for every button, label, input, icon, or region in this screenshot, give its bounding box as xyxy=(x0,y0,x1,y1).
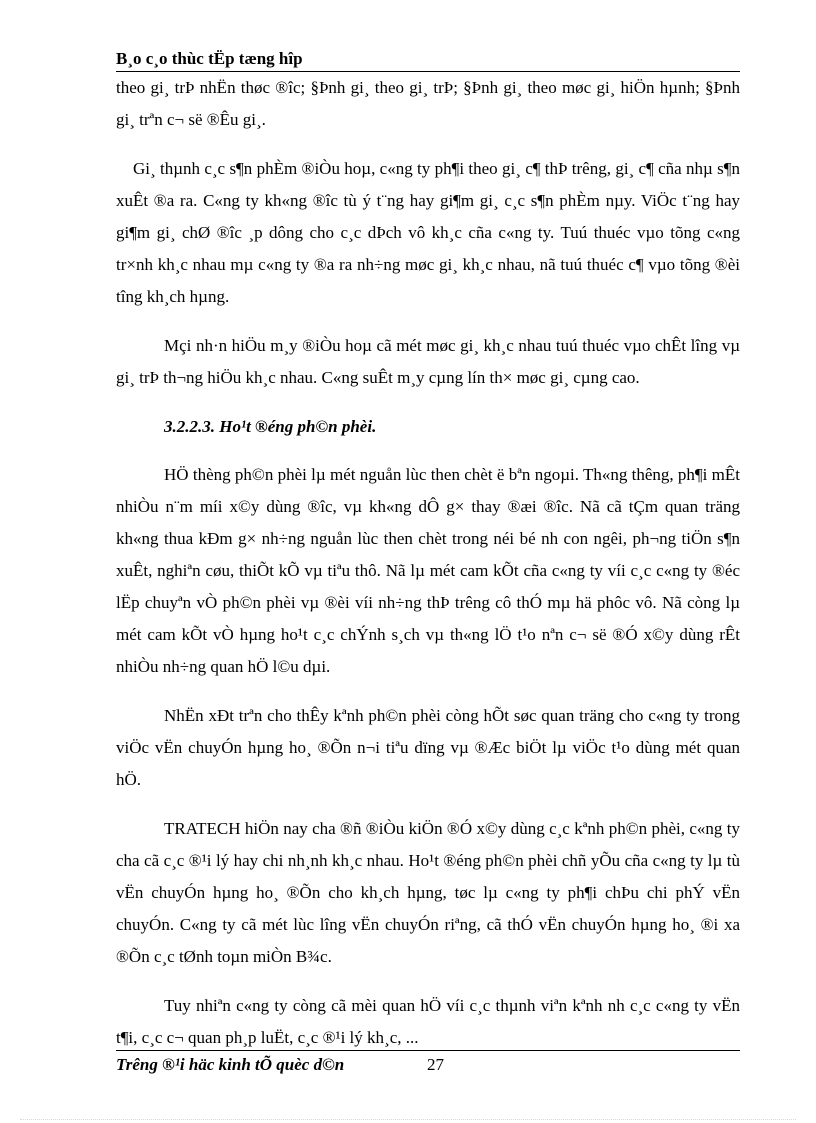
page-header-title: B¸o c¸o thùc tËp tæng hîp xyxy=(116,49,303,68)
paragraph-distribution-system: HÖ thèng ph©n phèi lµ mét nguån lùc then chèt ë bªn ngoµi. Th«ng thêng, ph¶i mÊt nhiÒu n¨m míi x©y dùng ®îc, vµ kh«ng dÔ g× thay ®æi ®îc. Nã cã tÇm quan träng kh«ng thua kÐm g× nh÷ng nguån lùc then chèt trong néi bé nh con ngêi, ph¬ng tiÖn s¶n xuÊt, nghiªn cøu, thiÕt kÕ vµ tiªu thô. Nã lµ mét cam kÕt cña c«ng ty víi c¸c c«ng ty ®éc lËp chuyªn vÒ ph©n phèi vµ ®èi víi nh÷ng thÞ trêng cô thÓ mµ hä phôc vô. Nã còng lµ mét cam kÕt vÒ hµng ho¹t c¸c chÝnh s¸ch vµ th«ng lÖ t¹o nªn c¬ së ®Ó x©y dùng rÊt nhiÒu nh÷ng quan hÖ l©u dµi. xyxy=(116,465,740,676)
footer-university: Trêng ®¹i häc kinh tÕ quèc d©n xyxy=(116,1055,345,1074)
page-number: 27 xyxy=(427,1055,444,1074)
paragraph-channel-relations: Tuy nhiªn c«ng ty còng cã mèi quan hÖ víi c¸c thµnh viªn kªnh nh c¸c c«ng ty vËn t¶i, c¸c c¬ quan ph¸p luËt, c¸c ®¹i lý kh¸c, ... xyxy=(116,996,740,1047)
paragraph-product-prices: Gi¸ thµnh c¸c s¶n phÈm ®iÒu hoµ, c«ng ty ph¶i theo gi¸ c¶ thÞ trêng, gi¸ c¶ cña nhµ s¶n xuÊt ®a ra. C«ng ty kh«ng ®îc tù ý t¨ng hay gi¶m gi¸ c¸c s¶n phÈm nµy. ViÖc t¨ng hay gi¶m gi¸ chØ ®îc ¸p dông cho c¸c dÞch vô kh¸c cña c«ng ty. Tuú thuéc vµo tõng c«ng tr×nh kh¸c nhau mµ c«ng ty ®a ra nh÷ng møc gi¸ kh¸c nhau, nã tuú thuéc c¶ vµo tõng ®èi tîng kh¸ch hµng. xyxy=(116,159,740,306)
document-body xyxy=(116,72,740,1071)
paragraph-tratech-distribution: TRATECH hiÖn nay cha ®ñ ®iÒu kiÖn ®Ó x©y dùng c¸c kªnh ph©n phèi, c«ng ty cha cã c¸c ®¹i lý hay chi nh¸nh kh¸c nhau. Ho¹t ®éng ph©n phèi chñ yÕu cña c«ng ty lµ tù vËn chuyÓn hµng ho¸ ®Õn cho kh¸ch hµng, tøc lµ c«ng ty ph¶i chÞu chi phÝ vËn chuyÓn. C«ng ty cã mét lùc lîng vËn chuyÓn riªng, cã thÓ vËn chuyÓn hµng ho¸ ®i xa ®Õn c¸c tØnh toµn miÒn B¾c. xyxy=(116,819,740,966)
page-edge-divider xyxy=(20,1119,796,1120)
section-heading: 3.2.2.3. Ho¹t ®éng ph©n phèi. xyxy=(164,417,377,436)
paragraph-distribution-remark: NhËn xÐt trªn cho thÊy kªnh ph©n phèi còng hÕt søc quan träng cho c«ng ty trong viÖc vËn chuyÓn hµng ho¸ ®Õn n¬i tiªu dïng vµ ®Æc biÖt lµ viÖc t¹o dùng mét quan hÖ. xyxy=(116,706,740,789)
footer-divider xyxy=(116,1050,740,1051)
paragraph-pricing-methods: theo gi¸ trÞ nhËn thøc ®îc; §Þnh gi¸ theo gi¸ trÞ; §Þnh gi¸ theo møc gi¸ hiÖn hµnh; §Þnh gi¸ trªn c¬ së ®Êu gi¸. xyxy=(116,78,740,129)
paragraph-brand-prices: Mçi nh·n hiÖu m¸y ®iÒu hoµ cã mét møc gi¸ kh¸c nhau tuú thuéc vµo chÊt lîng vµ gi¸ trÞ th¬ng hiÖu kh¸c nhau. C«ng suÊt m¸y cµng lín th× møc gi¸ cµng cao. xyxy=(116,336,740,387)
